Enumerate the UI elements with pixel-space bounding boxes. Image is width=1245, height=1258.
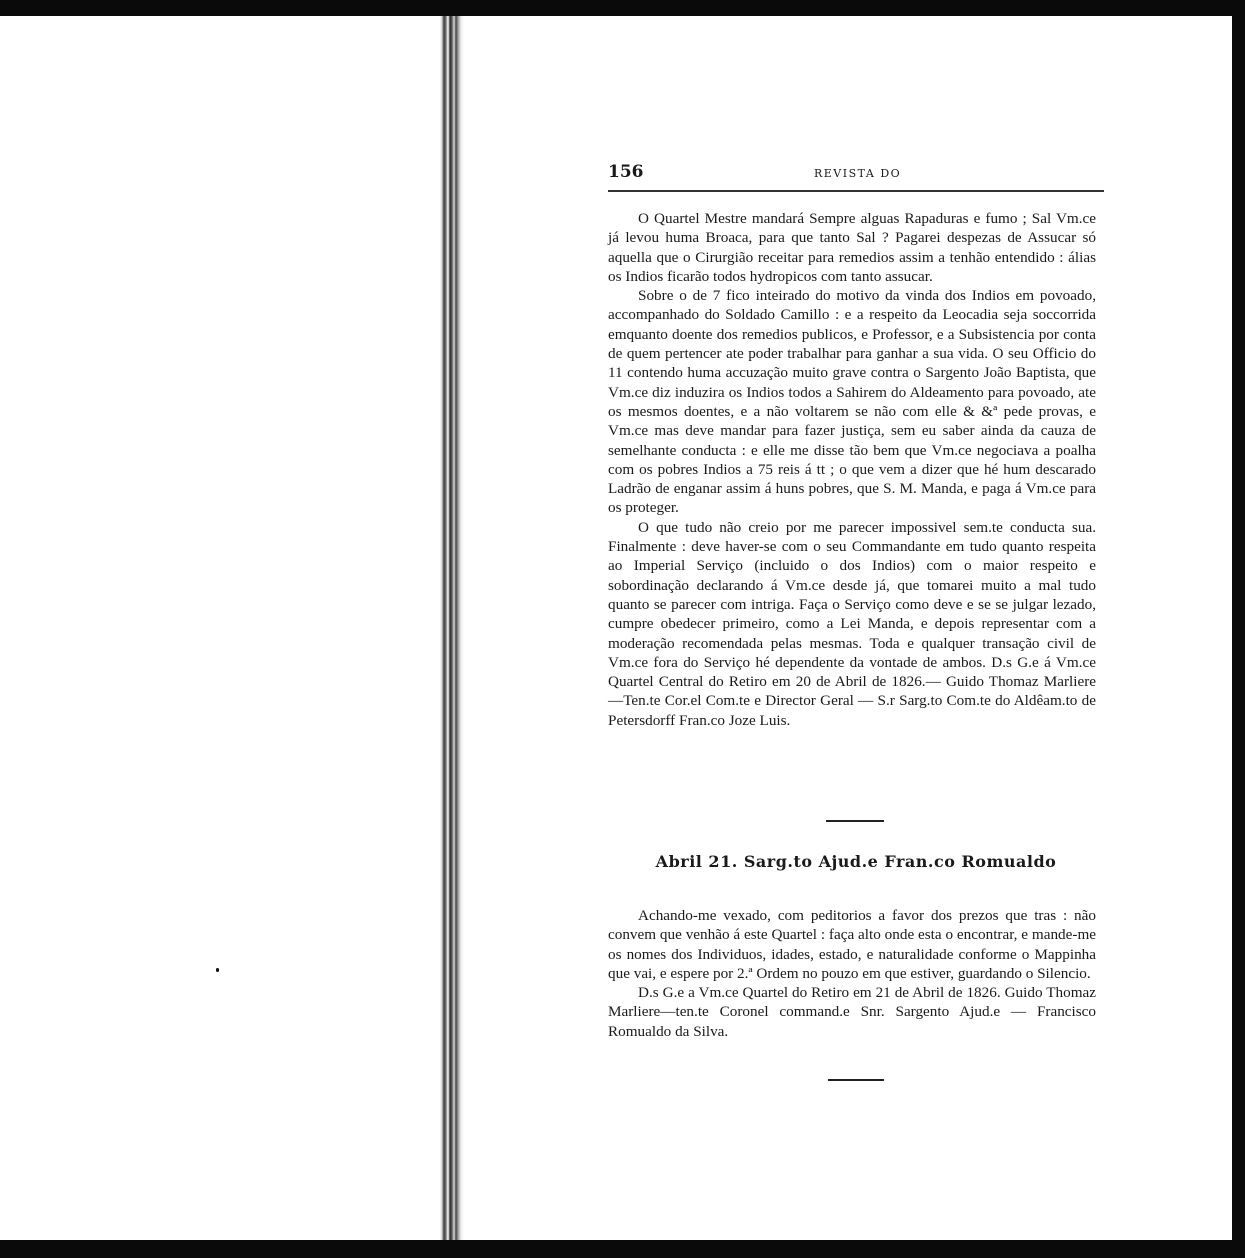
scan-bottom-border	[0, 1240, 1245, 1258]
page-header	[608, 162, 1104, 192]
scan-speck	[216, 968, 219, 972]
paragraph: O Quartel Mestre mandará Sempre alguas Rapaduras e fumo ; Sal Vm.ce já levou huma Broaca, para que tanto Sal ? Pagarei despezas de Assucar só aquella que o Cirurgião receitar para remedios assim a tenhão entendido : álias os Indios ficarão todos hydropicos com tanto assucar.	[608, 210, 1096, 285]
scan-top-border	[0, 0, 1245, 16]
page-number: 156	[608, 162, 644, 182]
paragraph: O que tudo não creio por me parecer impossivel sem.te conducta sua. Finalmente : deve haver-se com o seu Commandante em tudo quanto respeita ao Imperial Serviço (incluido o dos Indios) com o maior respeito e sobordinação declarando á Vm.ce desde já, que tomarei muito a mal tudo quanto se parecer com intriga. Faça o Serviço como deve e se se julgar lezado, cumpre obedecer primeiro, como a Lei Manda, e depois representar com a moderação recomendada pelas mesmas. Toda e qualquer transação civil de Vm.ce fora do Serviço hé dependente da vontade de ambos. D.s G.e á Vm.ce Quartel Central do Retiro em 20 de Abril de 1826.— Guido Thomaz Marliere —Ten.te Cor.el Com.te e Director Geral — S.r Sarg.to Com.te do Aldêam.to de Petersdorff Fran.co Joze Luis.	[608, 518, 1096, 729]
scan-right-border	[1232, 0, 1245, 1258]
letter-marliere-body	[608, 209, 1096, 730]
section-heading: Abril 21. Sarg.to Ajud.e Fran.co Romualdo	[655, 852, 1057, 871]
running-head: REVISTA DO	[814, 167, 902, 180]
paragraph: Sobre o de 7 fico inteirado do motivo da vinda dos Indios em povoado, accompanhado do Soldado Camillo : e a respeito da Leocadia seja soccorrida emquanto doente dos remedios publicos, e Professor, e a Subsistencia por conta de quem pertencer ate poder trabalhar para ganhar a sua vida. O seu Officio do 11 contendo huma accuzação muito grave contra o Sargento João Baptista, que Vm.ce diz induzira os Indios todos a Sahirem do Aldeamento para povoado, ate os mesmos doentes, e a não voltarem se não com elle & &ª pede provas, e Vm.ce mas deve mandar para fazer justiça, sem eu saber ainda da cauza de semelhante conducta : e elle me disse tão bem que Vm.ce negociava a poalha com os pobres Indios a 75 reis á tt ; o que vem a dizer que hé hum descarado Ladrão de enganar assim á huns pobres, que S. M. Manda, e paga á Vm.ce para os proteger.	[608, 287, 1096, 517]
book-page	[464, 16, 1232, 1240]
letter-romualdo-body	[608, 906, 1096, 1041]
paragraph: D.s G.e a Vm.ce Quartel do Retiro em 21 de Abril de 1826. Guido Thomaz Marliere—ten.te Coronel command.e Snr. Sargento Ajud.e — Francisco Romualdo da Silva.	[608, 984, 1096, 1040]
book-spine	[440, 16, 464, 1240]
paragraph: Achando-me vexado, com peditorios a favor dos prezos que tras : não convem que venhão á este Quartel : faça alto onde esta o encontrar, e mande-me os nomes dos Individuos, idades, estado, e naturalidade conforme o Mappinha que vai, e espere por 2.ª Ordem no pouzo em que estiver, guardando o Silencio.	[608, 907, 1096, 982]
facing-page-blank	[0, 16, 440, 1240]
end-divider	[828, 1079, 884, 1081]
section-divider	[826, 820, 884, 822]
header-rule	[608, 190, 1104, 192]
